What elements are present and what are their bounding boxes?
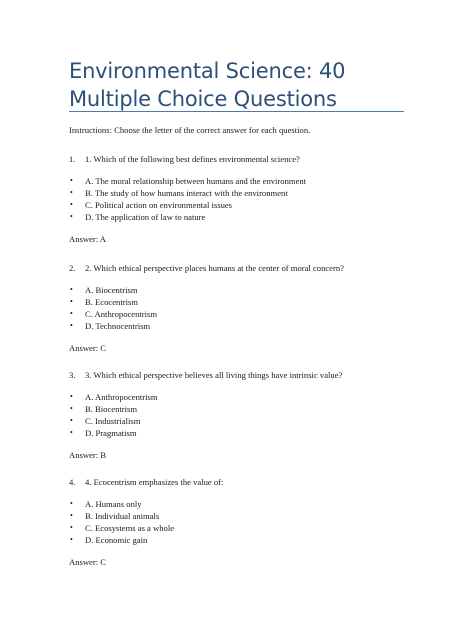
question-prompt: 2. Which ethical perspective places humans at the center of moral concern? xyxy=(85,263,344,273)
option-text: C. Political action on environmental issues xyxy=(85,200,233,210)
bullet-icon: • xyxy=(70,285,73,294)
option-text: C. Ecosystems as a whole xyxy=(85,523,175,533)
option-list xyxy=(69,175,414,223)
bullet-icon: • xyxy=(70,200,73,209)
option-c xyxy=(69,522,414,534)
option-b xyxy=(69,296,414,308)
option-c xyxy=(69,199,414,211)
bullet-icon: • xyxy=(70,309,73,318)
option-text: B. The study of how humans interact with the environment xyxy=(85,188,288,198)
question-text xyxy=(69,153,414,165)
question-prompt: 4. Ecocentrism emphasizes the value of: xyxy=(85,477,224,487)
option-list xyxy=(69,391,414,439)
option-text: D. Technocentrism xyxy=(85,321,151,331)
option-d xyxy=(69,320,414,332)
option-text: C. Anthropocentrism xyxy=(85,309,158,319)
answer-line: Answer: A xyxy=(69,234,106,244)
option-text: D. The application of law to nature xyxy=(85,212,206,222)
answer-line: Answer: C xyxy=(69,557,106,567)
question-2 xyxy=(69,262,414,354)
bullet-icon: • xyxy=(70,428,73,437)
question-number: 2. xyxy=(69,263,76,273)
bullet-icon: • xyxy=(70,404,73,413)
option-c xyxy=(69,415,414,427)
option-text: B. Individual animals xyxy=(85,511,160,521)
option-text: A. The moral relationship between humans and the environment xyxy=(85,176,307,186)
question-3 xyxy=(69,369,414,461)
option-text: A. Biocentrism xyxy=(85,285,138,295)
bullet-icon: • xyxy=(70,176,73,185)
answer-line: Answer: C xyxy=(69,343,106,353)
option-b xyxy=(69,510,414,522)
option-list xyxy=(69,284,414,332)
question-prompt: 1. Which of the following best defines environmental science? xyxy=(85,154,300,164)
bullet-icon: • xyxy=(70,392,73,401)
bullet-icon: • xyxy=(70,535,73,544)
option-a xyxy=(69,175,414,187)
document-title: Environmental Science: 40 Multiple Choice Questions xyxy=(69,59,346,111)
bullet-icon: • xyxy=(70,499,73,508)
question-number: 3. xyxy=(69,370,76,380)
question-text xyxy=(69,476,414,488)
option-text: B. Ecocentrism xyxy=(85,297,138,307)
bullet-icon: • xyxy=(70,523,73,532)
bullet-icon: • xyxy=(70,212,73,221)
option-a xyxy=(69,391,414,403)
option-b xyxy=(69,187,414,199)
option-text: A. Anthropocentrism xyxy=(85,392,158,402)
option-text: D. Economic gain xyxy=(85,535,148,545)
question-text xyxy=(69,369,414,381)
option-list xyxy=(69,498,414,546)
question-number: 4. xyxy=(69,477,76,487)
option-d xyxy=(69,427,414,439)
option-b xyxy=(69,403,414,415)
bullet-icon: • xyxy=(70,416,73,425)
question-prompt: 3. Which ethical perspective believes all living things have intrinsic value? xyxy=(85,370,343,380)
option-c xyxy=(69,308,414,320)
option-a xyxy=(69,498,414,510)
instructions-text: Instructions: Choose the letter of the correct answer for each question. xyxy=(69,125,311,135)
option-d xyxy=(69,211,414,223)
bullet-icon: • xyxy=(70,188,73,197)
bullet-icon: • xyxy=(70,297,73,306)
option-text: B. Biocentrism xyxy=(85,404,138,414)
option-a xyxy=(69,284,414,296)
option-text: D. Pragmatism xyxy=(85,428,137,438)
question-number: 1. xyxy=(69,154,76,164)
bullet-icon: • xyxy=(70,511,73,520)
answer-line: Answer: B xyxy=(69,450,106,460)
title-underline xyxy=(69,111,404,112)
option-text: C. Industrialism xyxy=(85,416,141,426)
question-text xyxy=(69,262,414,274)
option-d xyxy=(69,534,414,546)
bullet-icon: • xyxy=(70,321,73,330)
question-4 xyxy=(69,476,414,568)
option-text: A. Humans only xyxy=(85,499,142,509)
question-1 xyxy=(69,153,414,245)
